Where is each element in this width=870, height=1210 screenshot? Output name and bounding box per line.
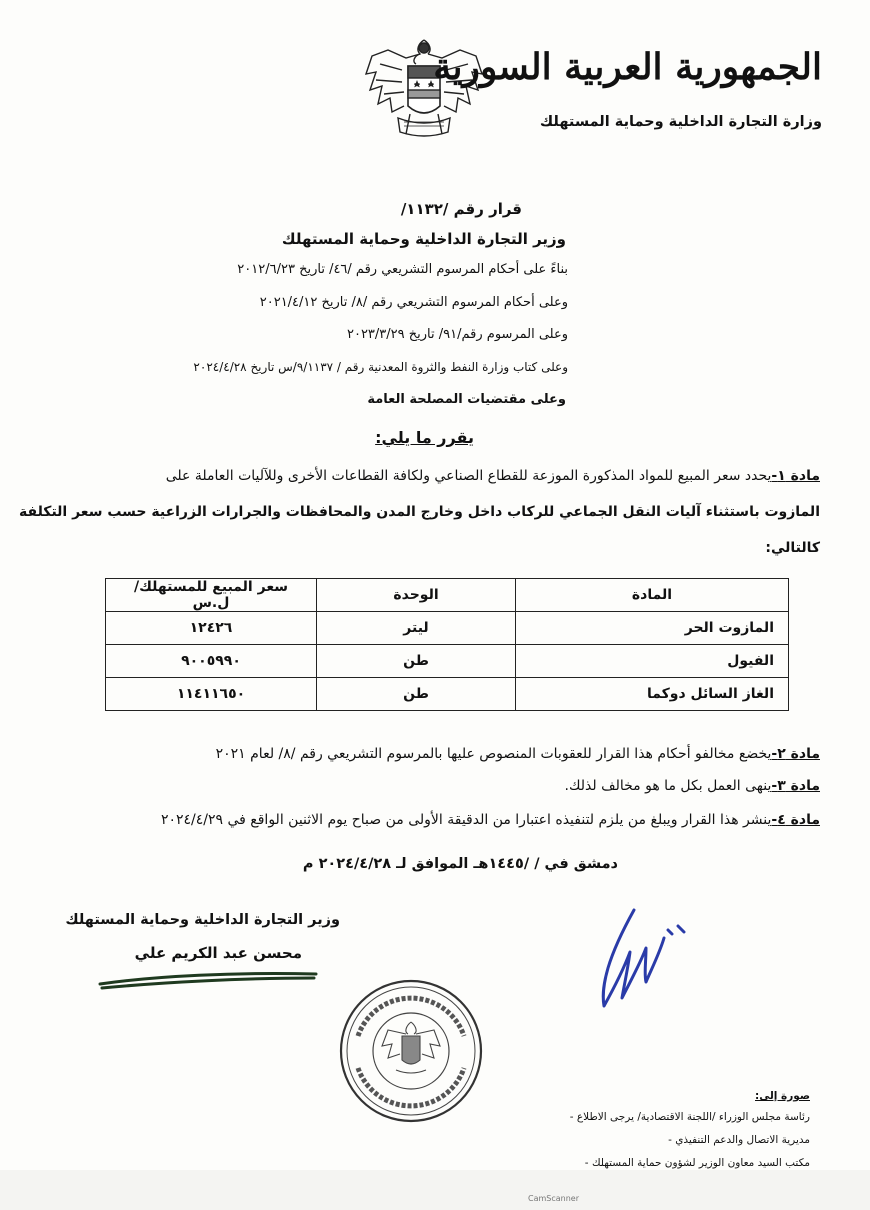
signatory-name: محسن عبد الكريم علي (134, 944, 302, 962)
cell-price: ٩٠٠٥٩٩٠ (106, 645, 317, 678)
distribution-item-text: مديرية الاتصال والدعم التنفيذي (675, 1134, 810, 1146)
preamble-line: وعلى المرسوم رقم/٩١/ تاريخ ٢٠٢٣/٣/٢٩ (346, 327, 568, 342)
signatory-title: وزير التجارة الداخلية وحماية المستهلك (65, 912, 340, 928)
article-3-text: ينهى العمل بكل ما هو مخالف لذلك. (564, 778, 772, 794)
cell-unit: طن (317, 678, 516, 711)
article-1-line-2: المازوت باستثناء آليات النقل الجماعي للركاب داخل وخارج المدن والمحافظات والجرارات الزراعية حسب سعر التكلفة (19, 504, 820, 520)
cell-material: الغاز السائل دوكما (516, 678, 789, 711)
preamble-line: بناءً على أحكام المرسوم التشريعي رقم /٤٦/ تاريخ ٢٠١٢/٦/٢٣ (237, 262, 568, 277)
article-1-text: يحدد سعر المبيع للمواد المذكورة الموزعة للقطاع الصناعي ولكافة القطاعات الأخرى وللآليات العاملة على (165, 468, 772, 484)
handwritten-signature (594, 908, 690, 1012)
article-4-text: ينشر هذا القرار ويبلغ من يلزم لتنفيذه اعتبارا من الدقيقة الأولى من صباح يوم الاثنين الواقع في ٢٠٢٤/٤/٢٩ (160, 812, 772, 828)
article-4 (40, 812, 820, 828)
decision-number: قرار رقم /١١٣٢/ (400, 200, 522, 218)
distribution-item-text: رئاسة مجلس الوزراء /اللجنة الاقتصادية/ يرجى الاطلاع (576, 1111, 810, 1123)
cell-material: الفيول (516, 645, 789, 678)
table-row (106, 612, 789, 645)
distribution-heading: صورة إلى: (755, 1090, 810, 1102)
column-header-price: سعر المبيع للمستهلك/ل.س (106, 579, 317, 612)
republic-header: الجمهورية العربية السورية (433, 46, 822, 88)
price-table (105, 578, 789, 711)
cell-price: ١١٤١١٦٥٠ (106, 678, 317, 711)
preamble-line: وعلى مقتضيات المصلحة العامة (367, 392, 566, 407)
date-line: دمشق في / /١٤٤٥هـ الموافق لـ ٢٠٢٤/٤/٢٨ م (302, 856, 618, 872)
distribution-item: رئاسة مجلس الوزراء /اللجنة الاقتصادية/ يرجى الاطلاع - (569, 1111, 810, 1123)
article-1-line-3: كالتالي: (765, 540, 820, 556)
footer-bar (0, 1170, 870, 1210)
column-header-unit: الوحدة (317, 579, 516, 612)
article-3 (40, 778, 820, 794)
table-header-row (106, 579, 789, 612)
scanner-watermark: CamScanner (528, 1194, 580, 1203)
distribution-item-text: مكتب السيد معاون الوزير لشؤون حماية المستهلك (591, 1157, 810, 1169)
official-stamp (336, 976, 486, 1126)
cell-material: المازوت الحر (516, 612, 789, 645)
article-2-label: مادة ٢- (771, 746, 820, 762)
article-4-label: مادة ٤- (771, 812, 820, 828)
column-header-material: المادة (516, 579, 789, 612)
distribution-item: مكتب السيد معاون الوزير لشؤون حماية المستهلك - (584, 1157, 810, 1169)
decides-heading: يقرر ما يلي: (375, 428, 474, 447)
table-row (106, 645, 789, 678)
table-row (106, 678, 789, 711)
article-1-label: مادة ١- (771, 468, 820, 484)
name-underline-scribble (96, 968, 320, 992)
article-2-text: يخضع مخالفو أحكام هذا القرار للعقوبات المنصوص عليها بالمرسوم التشريعي رقم /٨/ لعام ٢٠٢١ (215, 746, 772, 762)
preamble-line: وعلى كتاب وزارة النفط والثروة المعدنية رقم / ٩/١١٣٧/س تاريخ ٢٠٢٤/٤/٢٨ (193, 360, 568, 374)
article-3-label: مادة ٣- (771, 778, 820, 794)
ministry-header: وزارة التجارة الداخلية وحماية المستهلك (539, 114, 822, 130)
article-1-line-1 (40, 468, 820, 484)
decision-authority: وزير التجارة الداخلية وحماية المستهلك (281, 230, 566, 248)
cell-unit: طن (317, 645, 516, 678)
preamble-line: وعلى أحكام المرسوم التشريعي رقم /٨/ تاريخ ٢٠٢١/٤/١٢ (259, 295, 568, 310)
cell-price: ١٢٤٢٦ (106, 612, 317, 645)
article-2 (40, 746, 820, 762)
distribution-item: مديرية الاتصال والدعم التنفيذي - (668, 1134, 810, 1146)
cell-unit: ليتر (317, 612, 516, 645)
